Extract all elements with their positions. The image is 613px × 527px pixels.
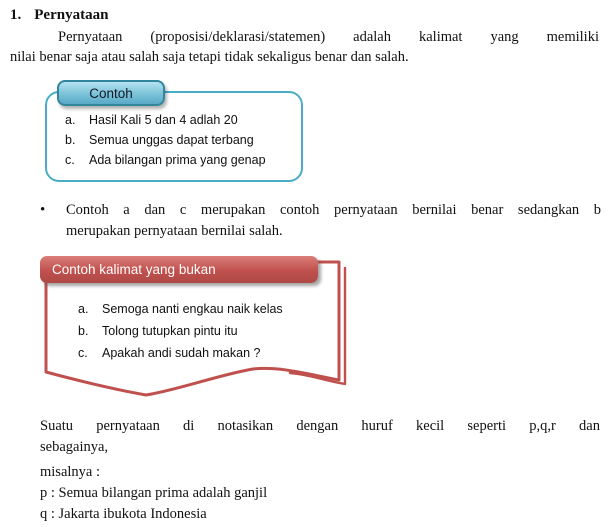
section-number: 1.	[10, 7, 22, 23]
intro-line-2: nilai benar saja atau salah saja tetapi tidak sekaligus benar dan salah.	[10, 49, 409, 65]
list-item	[78, 342, 283, 364]
list-item-text: Apakah andi sudah makan ?	[102, 346, 261, 360]
bullet-note-text	[66, 200, 601, 242]
section-heading	[10, 7, 613, 24]
list-item-label: a.	[78, 302, 89, 316]
list-item-text: Semoga nanti engkau naik kelas	[102, 302, 283, 316]
closing-line-3: misalnya :	[40, 464, 101, 480]
example-box-tab-label: Contoh	[89, 85, 133, 101]
list-item	[65, 150, 293, 170]
non-statement-header-label: Contoh kalimat yang bukan	[52, 262, 216, 277]
list-item-text: Semua unggas dapat terbang	[89, 133, 254, 147]
list-item	[65, 130, 293, 150]
note-line-2: merupakan pernyataan bernilai salah.	[66, 223, 283, 239]
wavy-border-shadow-path	[290, 268, 345, 384]
list-item-label: b.	[65, 133, 76, 147]
closing-line-5: q : Jakarta ibukota Indonesia	[40, 506, 207, 522]
list-item-label: c.	[78, 346, 88, 360]
non-statement-header	[40, 256, 318, 283]
intro-paragraph	[10, 27, 599, 67]
list-item-text: Hasil Kali 5 dan 4 adlah 20	[89, 113, 238, 127]
intro-line-1: Pernyataan (proposisi/deklarasi/statemen) adalah kalimat yang memiliki	[58, 29, 599, 45]
example-box	[45, 85, 303, 182]
example-box-tab	[57, 80, 165, 106]
closing-line-2: sebagainya,	[40, 439, 109, 455]
bullet-icon: •	[40, 202, 46, 218]
list-item	[65, 110, 293, 130]
list-item-text: Tolong tutupkan pintu itu	[102, 324, 238, 338]
list-item-label: a.	[65, 113, 76, 127]
section-title: Pernyataan	[34, 7, 109, 23]
list-item-label: c.	[65, 153, 75, 167]
bullet-note	[40, 200, 601, 242]
list-item-label: b.	[78, 324, 89, 338]
note-line-1: Contoh a dan c merupakan contoh pernyataan bernilai benar sedangkan b	[66, 202, 601, 218]
closing-paragraph	[40, 416, 600, 525]
non-statement-box	[40, 256, 352, 406]
non-statement-list	[78, 298, 283, 364]
closing-line-1: Suatu pernyataan di notasikan dengan huruf kecil seperti p,q,r dan	[40, 418, 600, 434]
list-item-text: Ada bilangan prima yang genap	[89, 153, 266, 167]
list-item	[78, 298, 283, 320]
list-item	[78, 320, 283, 342]
closing-line-4: p : Semua bilangan prima adalah ganjil	[40, 485, 268, 501]
